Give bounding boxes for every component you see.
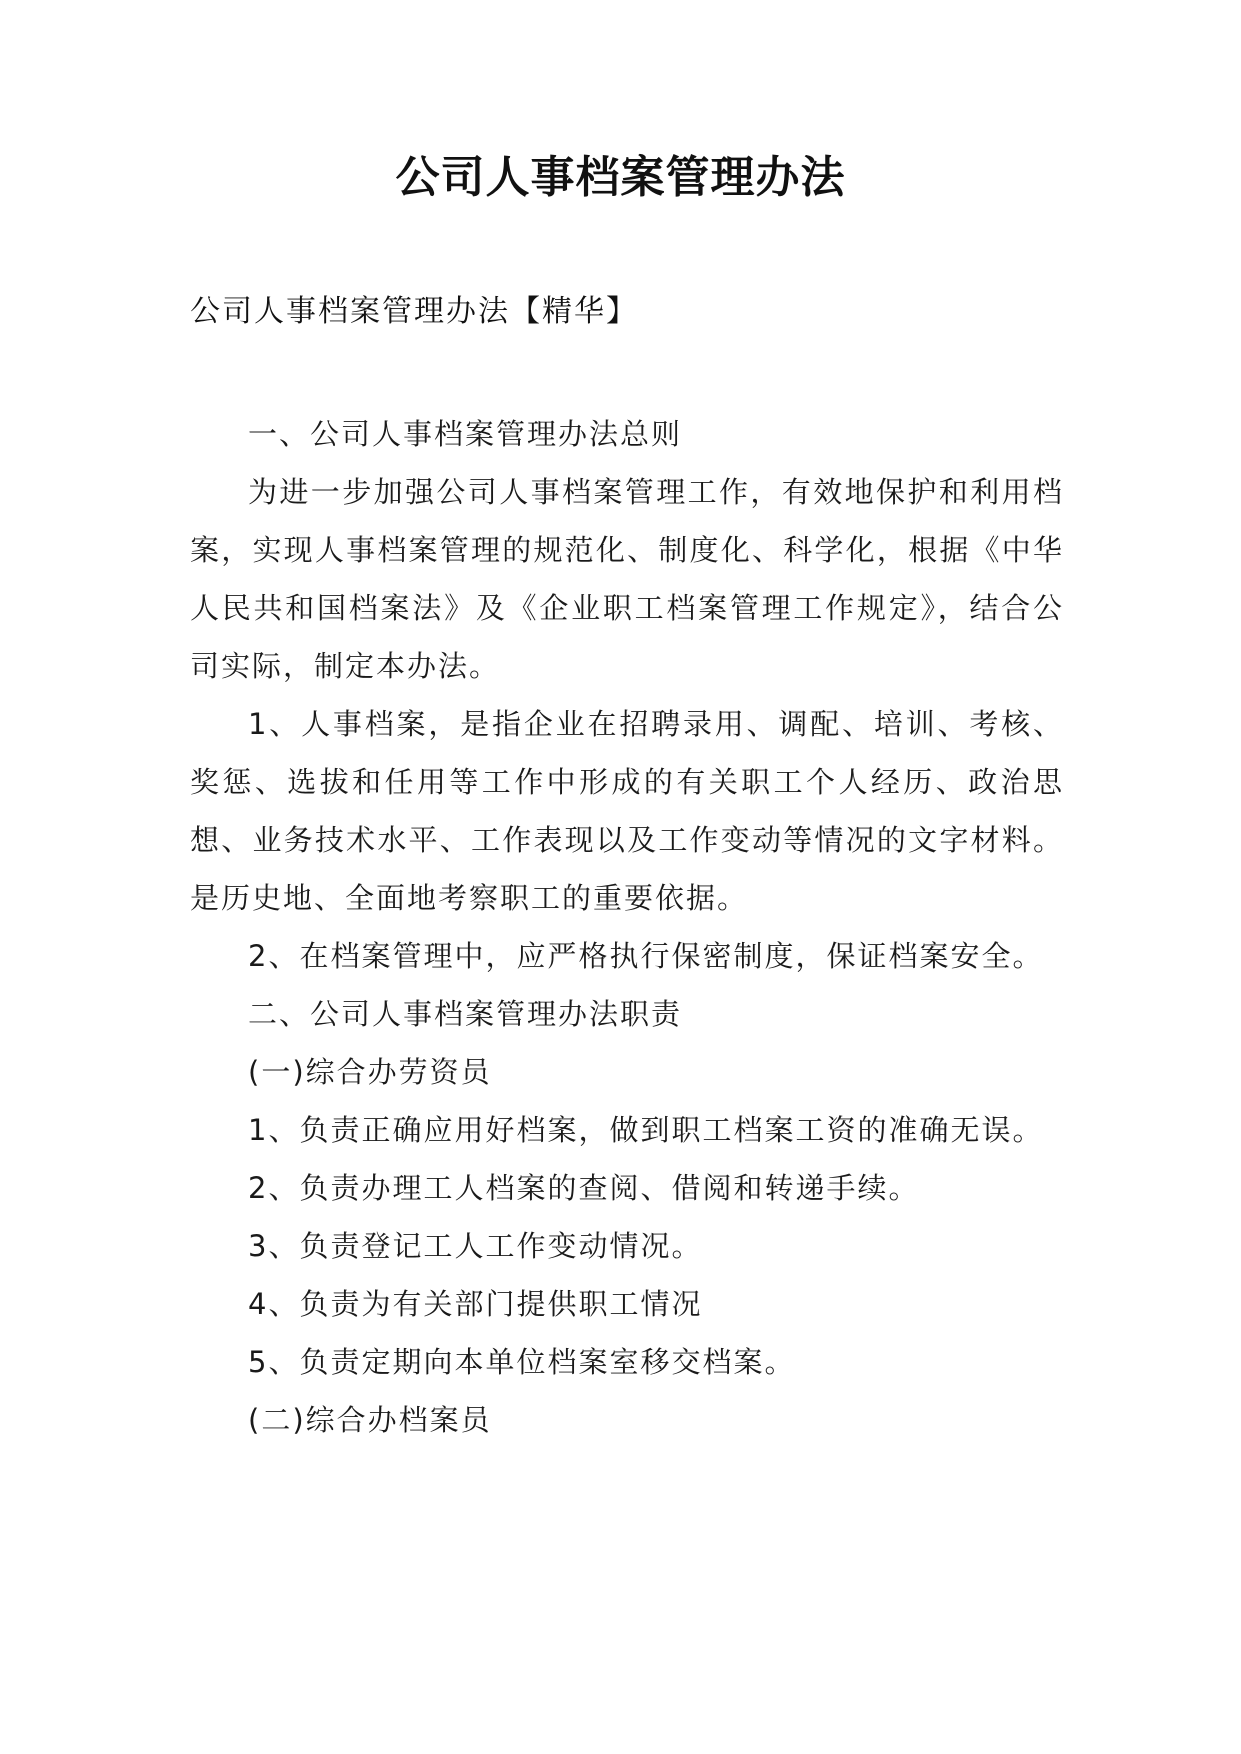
document-body bbox=[190, 405, 1064, 1449]
subsection-heading: (一)综合办劳资员 bbox=[248, 1055, 492, 1089]
paragraph: 5、负责定期向本单位档案室移交档案。 bbox=[248, 1345, 796, 1379]
paragraph: 1、负责正确应用好档案，做到职工档案工资的准确无误。 bbox=[248, 1113, 1044, 1147]
paragraph: 为进一步加强公司人事档案管理工作，有效地保护和利用档案，实现人事档案管理的规范化、制度化、科学化，根据《中华人民共和国档案法》及《企业职工档案管理工作规定》，结合公司实际，制定本办法。 bbox=[190, 475, 1064, 683]
subsection-heading: (二)综合办档案员 bbox=[248, 1403, 492, 1437]
document-title: 公司人事档案管理办法 bbox=[395, 152, 846, 203]
section-heading-general: 一、公司人事档案管理办法总则 bbox=[248, 417, 683, 451]
paragraph: 2、负责办理工人档案的查阅、借阅和转递手续。 bbox=[248, 1171, 920, 1205]
paragraph: 1、人事档案，是指企业在招聘录用、调配、培训、考核、奖惩、选拔和任用等工作中形成的有关职工个人经历、政治思想、业务技术水平、工作表现以及工作变动等情况的文字材料。是历史地、全面地考察职工的重要依据。 bbox=[190, 707, 1064, 915]
paragraph: 2、在档案管理中，应严格执行保密制度，保证档案安全。 bbox=[248, 939, 1044, 973]
section-heading-duties: 二、公司人事档案管理办法职责 bbox=[248, 997, 683, 1031]
paragraph: 3、负责登记工人工作变动情况。 bbox=[248, 1229, 703, 1263]
paragraph: 4、负责为有关部门提供职工情况 bbox=[248, 1287, 703, 1321]
document-subtitle: 公司人事档案管理办法【精华】 bbox=[190, 294, 638, 329]
